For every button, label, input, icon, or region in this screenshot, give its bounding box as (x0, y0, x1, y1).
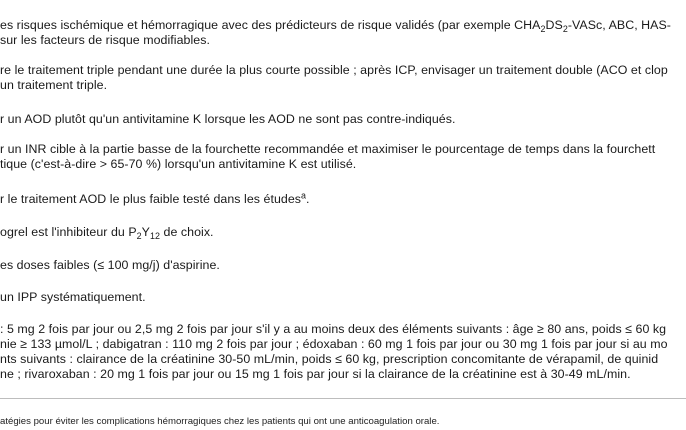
recommendation-1 (0, 18, 686, 48)
recommendation-4 (0, 142, 686, 172)
text-line: tique (c'est-à-dire > 65-70 %) lorsqu'un antivitamine K est utilisé. (0, 157, 357, 171)
recommendation-2 (0, 63, 686, 93)
text-line: re le traitement triple pendant une durée la plus courte possible ; après ICP, envisager un traitement double (ACO et clop (0, 63, 668, 77)
table-caption: atégies pour éviter les complications hémorragiques chez les patients qui ont une anticoagulation orale. (0, 416, 440, 427)
text-line: ogrel est l'inhibiteur du $P_2Y_{12}$ de choix. (0, 225, 214, 240)
text-line: sur les facteurs de risque modifiables. (0, 33, 210, 47)
text-line: r le traitement AOD le plus faible testé dans les études$^a$. (0, 192, 310, 206)
text-line: ne ; rivaroxaban : 20 mg 1 fois par jour ou 15 mg 1 fois par jour si la clairance de la créatinine est à 30-49 mL/min. (0, 367, 631, 381)
recommendation-5 (0, 192, 686, 207)
dosage-footnote (0, 322, 686, 382)
recommendation-6 (0, 225, 686, 240)
text-line: nie ≥ 133 µmol/L ; dabigatran : 110 mg 2 fois par jour ; édoxaban : 60 mg 1 fois par jour ou 30 mg 1 fois par jour si au mo (0, 337, 668, 351)
text-line: un IPP systématiquement. (0, 290, 146, 304)
recommendation-3 (0, 112, 686, 127)
text-line: r un AOD plutôt qu'un antivitamine K lorsque les AOD ne sont pas contre-indiqués. (0, 112, 456, 126)
text-line: r un INR cible à la partie basse de la fourchette recommandée et maximiser le pourcentage de temps dans la fourchett (0, 142, 656, 156)
text-line: nts suivants : clairance de la créatinine 30-50 mL/min, poids ≤ 60 kg, prescription concomitante de vérapamil, de quinid (0, 352, 659, 366)
text-line: es doses faibles (≤ 100 mg/j) d'aspirine. (0, 258, 220, 272)
section-divider (0, 398, 686, 399)
text-line: es risques ischémique et hémorragique avec des prédicteurs de risque validés (par exemple $CHA_2DS_2$-VASc, ABC, HAS- (0, 18, 671, 35)
text-line: : 5 mg 2 fois par jour ou 2,5 mg 2 fois par jour s'il y a au moins deux des éléments suivants : âge ≥ 80 ans, poids ≤ 60 kg (0, 322, 667, 336)
recommendation-8 (0, 290, 686, 305)
recommendation-7 (0, 258, 686, 273)
text-line: un traitement triple. (0, 78, 108, 92)
